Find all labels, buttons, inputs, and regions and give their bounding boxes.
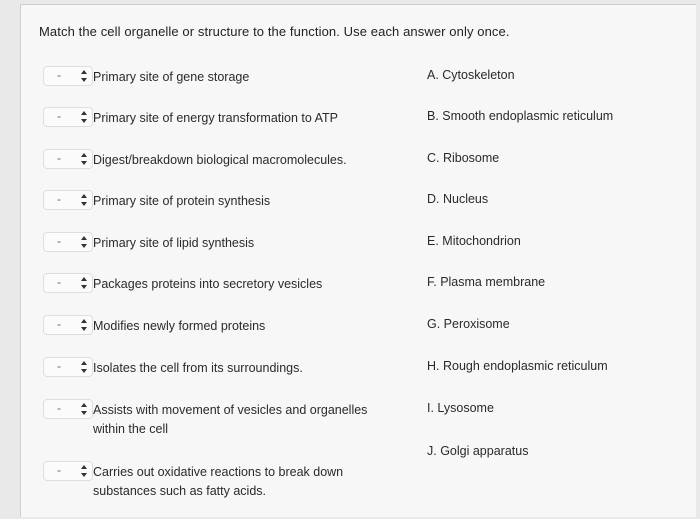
- question-prompt: Primary site of lipid synthesis: [93, 236, 255, 250]
- answer-select[interactable]: [43, 149, 93, 169]
- question-prompt: Digest/breakdown biological macromolecules.: [93, 153, 347, 167]
- question-prompt: Carries out oxidative reactions to break down substances such as fatty acids.: [93, 465, 344, 498]
- select-value: -: [57, 275, 61, 289]
- select-value: -: [57, 68, 61, 82]
- answer-select[interactable]: [43, 273, 93, 293]
- select-arrows-icon: [80, 235, 88, 249]
- answer-select[interactable]: [43, 357, 93, 377]
- answer-select[interactable]: [43, 461, 93, 481]
- question-prompt: Modifies newly formed proteins: [93, 319, 266, 333]
- select-arrows-icon: [80, 276, 88, 290]
- answer-option: D. Nucleus: [427, 192, 489, 206]
- select-value: -: [57, 109, 61, 123]
- select-value: -: [57, 192, 61, 206]
- answer-option: J. Golgi apparatus: [427, 444, 529, 458]
- select-arrows-icon: [80, 193, 88, 207]
- answer-option: C. Ribosome: [427, 151, 500, 165]
- select-value: -: [57, 317, 61, 331]
- select-arrows-icon: [80, 360, 88, 374]
- question-prompt: Primary site of protein synthesis: [93, 194, 271, 208]
- answer-select[interactable]: [43, 399, 93, 419]
- answer-select[interactable]: [43, 190, 93, 210]
- select-arrows-icon: [80, 152, 88, 166]
- select-arrows-icon: [80, 318, 88, 332]
- question-prompt: Assists with movement of vesicles and organelles within the cell: [93, 403, 368, 436]
- answer-option: I. Lysosome: [427, 401, 494, 415]
- select-arrows-icon: [80, 69, 88, 83]
- answer-option: B. Smooth endoplasmic reticulum: [427, 109, 614, 123]
- select-arrows-icon: [80, 110, 88, 124]
- answer-option: E. Mitochondrion: [427, 234, 521, 248]
- answer-option: A. Cytoskeleton: [427, 68, 515, 82]
- question-prompt: Packages proteins into secretory vesicles: [93, 277, 323, 291]
- instructions: Match the cell organelle or structure to the function. Use each answer only once.: [39, 24, 510, 39]
- select-value: -: [57, 234, 61, 248]
- question-prompt: Primary site of gene storage: [93, 70, 250, 84]
- answer-select[interactable]: [43, 107, 93, 127]
- question-prompt: Isolates the cell from its surroundings.: [93, 361, 303, 375]
- question-prompt: Primary site of energy transformation to ATP: [93, 111, 339, 125]
- question-panel: [20, 4, 696, 517]
- answer-option: F. Plasma membrane: [427, 275, 546, 289]
- answer-option: H. Rough endoplasmic reticulum: [427, 359, 608, 373]
- answer-select[interactable]: [43, 315, 93, 335]
- select-value: -: [57, 359, 61, 373]
- answer-option: G. Peroxisome: [427, 317, 510, 331]
- answer-select[interactable]: [43, 66, 93, 86]
- select-value: -: [57, 151, 61, 165]
- select-value: -: [57, 401, 61, 415]
- select-arrows-icon: [80, 464, 88, 478]
- select-value: -: [57, 463, 61, 477]
- answer-select[interactable]: [43, 232, 93, 252]
- select-arrows-icon: [80, 402, 88, 416]
